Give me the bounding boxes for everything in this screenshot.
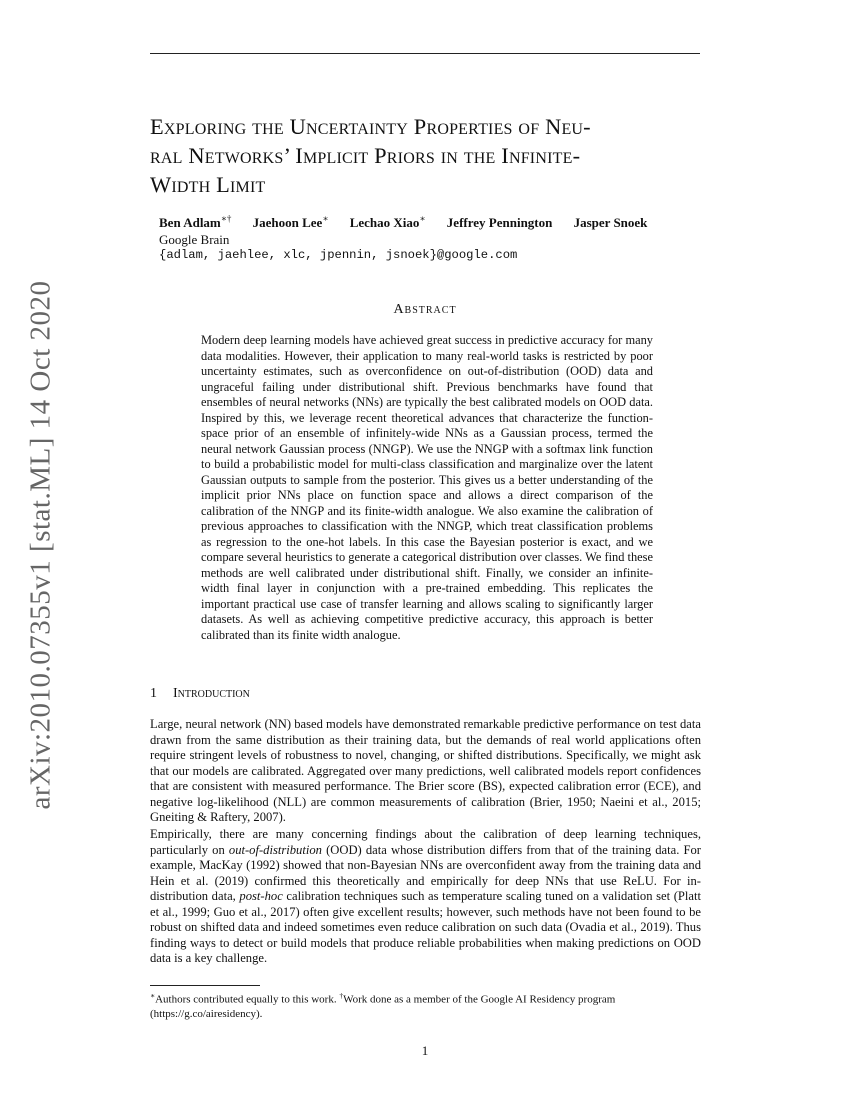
footnote-rule — [150, 985, 260, 986]
title-line: Width Limit — [150, 172, 266, 197]
author: Jaehoon Lee∗ — [252, 214, 329, 231]
intro-paragraph-1: Large, neural network (NN) based models have demonstrated remarkable predictive performance on test data drawn from the same distribution as their training data, but the demands of real world applications often require stringent levels of robustness to novel, changing, or shifted distributions. Specifically, we might ask that our models are calibrated. Aggregated over many predictions, well calibrated models report confidences that are consistent with measured performance. The Brier score (BS), expected calibration error (ECE), and negative log-likelihood (NLL) are common measurements of calibration (Brier, 1950; Naeini et al., 2015; Gneiting & Raftery, 2007). — [150, 717, 701, 824]
author-emails: {adlam, jaehlee, xlc, jpennin, jsnoek}@google.com — [159, 248, 518, 262]
section-title: Introduction — [173, 686, 250, 701]
author-list — [159, 214, 665, 231]
author: Jasper Snoek — [573, 215, 648, 231]
paper-title — [150, 112, 710, 199]
header-rule — [150, 53, 700, 54]
author: Jeffrey Pennington — [446, 215, 553, 231]
footnote: ∗Authors contributed equally to this work. †Work done as a member of the Google AI Residency program (https://g.co/airesidency). — [150, 991, 616, 1020]
author: Ben Adlam∗† — [159, 214, 232, 231]
intro-paragraph-2: Empirically, there are many concerning findings about the calibration of deep learning techniques, particularly on out-of-distribution (OOD) data whose distribution differs from that of the training data. For example, MacKay (1992) showed that non-Bayesian NNs are overconfident away from the training data and Hein et al. (2019) confirmed this theoretically and empirically for deep NNs that use ReLU. For in-distribution data, post-hoc calibration techniques such as temperature scaling tuned on a validation set (Platt et al., 1999; Guo et al., 2017) often give excellent results; however, such methods have not been found to be robust on shifted data and indeed sometimes even reduce calibration on such data (Ovadia et al., 2019). Thus finding ways to detect or build models that produce reliable probabilities when making predictions on OOD data is a key challenge. — [150, 827, 701, 965]
title-line: ral Networks’ Implicit Priors in the Infinite- — [150, 143, 581, 168]
author: Lechao Xiao∗ — [349, 214, 426, 231]
section-number: 1 — [150, 686, 157, 701]
abstract-text: Modern deep learning models have achieved great success in predictive accuracy for many data modalities. However, their application to many real-world tasks is restricted by poor uncertainty estimates, such as overconfidence on out-of-distribution (OOD) data and ungraceful failing under distributional shift. Previous benchmarks have found that ensembles of neural networks (NNs) are typically the best calibrated models on OOD data. Inspired by this, we leverage recent theoretical advances that characterize the function-space prior of an ensemble of infinitely-wide NNs as a Gaussian process, termed the neural network Gaussian process (NNGP). We use the NNGP with a softmax link function to build a probabilistic model for multi-class classification and marginalize over the latent Gaussian outputs to sample from the posterior. This gives us a better understanding of the implicit prior NNs place on function space and allows a direct comparison of the calibration of the NNGP and its finite-width analogue. We also examine the calibration of previous approaches to classification with the NNGP, which treat classification problems as regression to the one-hot labels. In this case the Bayesian posterior is exact, and we compare several heuristics to generate a categorical distribution over classes. We find these methods are well calibrated under distributional shift. Finally, we consider an infinite-width final layer in conjunction with a pre-trained embedding. This replicates the important practical use case of transfer learning and allows scaling to significantly larger datasets. As well as achieving competitive predictive accuracy, this approach is better calibrated than its finite width analogue. — [201, 333, 653, 642]
affiliation: Google Brain — [159, 232, 230, 247]
arxiv-stamp: arXiv:2010.07355v1 [stat.ML] 14 Oct 2020 — [24, 280, 57, 810]
title-line: Exploring the Uncertainty Properties of Neu- — [150, 114, 591, 139]
page-number: 1 — [421, 1043, 429, 1058]
abstract-heading: Abstract — [393, 302, 457, 317]
section-heading — [150, 686, 250, 702]
